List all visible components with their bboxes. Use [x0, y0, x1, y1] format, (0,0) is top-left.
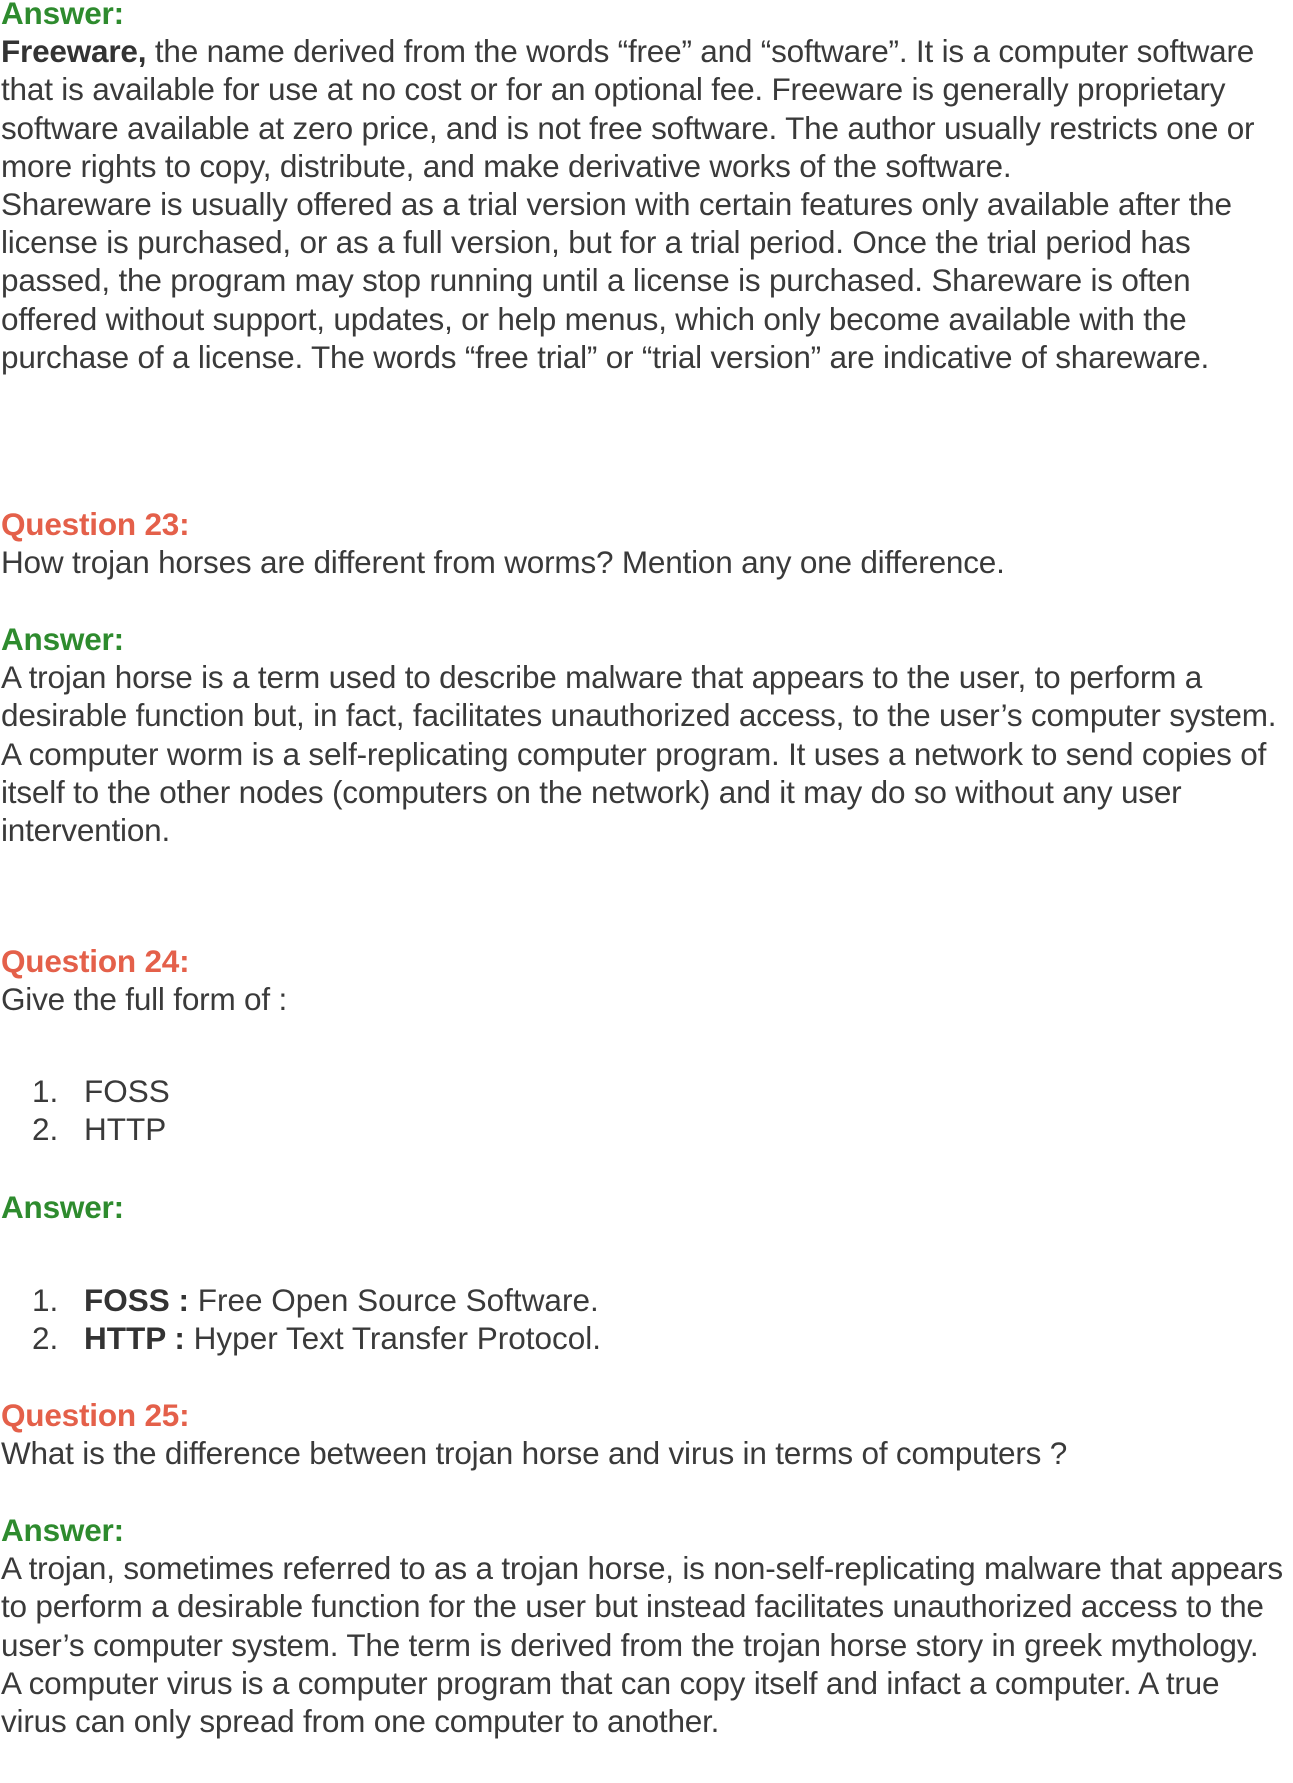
answer-heading: Answer: — [1, 1512, 124, 1548]
question-heading: Question 25: — [1, 1397, 190, 1433]
question-23-section — [1, 505, 1293, 581]
question-24-list — [32, 1072, 170, 1148]
answer-22-section — [1, 0, 1293, 376]
question-heading: Question 23: — [1, 506, 190, 542]
answer-24-list — [32, 1281, 601, 1357]
answer-25-section — [1, 1511, 1293, 1740]
question-heading: Question 24: — [1, 943, 190, 979]
worm-paragraph: A computer worm is a self-replicating computer program. It uses a network to send copies of itself to the other nodes (computers on the network) and it may do so without any user intervention. — [1, 735, 1267, 849]
list-item: 2. HTTP : Hyper Text Transfer Protocol. — [32, 1320, 602, 1357]
question-text: How trojan horses are different from worms? Mention any one difference. — [1, 544, 1005, 581]
list-item: 1. FOSS : Free Open Source Software. — [32, 1282, 599, 1318]
answer-heading: Answer: — [1, 621, 124, 657]
answer-23-section — [1, 620, 1293, 849]
list-item: 2. HTTP — [32, 1111, 167, 1148]
list-item: 1. FOSS — [32, 1073, 170, 1109]
shareware-paragraph: Shareware is usually offered as a trial version with certain features only available after the license is purchased, or as a full version, but for a trial period. Once the trial period has passed, the program may stop running until a license is purchased. Shareware is often offered without support, updates, or help menus, which only become available with the purchase of a license. The words “free trial” or “trial version” are indicative of shareware. — [1, 186, 1232, 375]
question-text: What is the difference between trojan horse and virus in terms of computers ? — [1, 1435, 1068, 1472]
answer-heading: Answer: — [1, 0, 124, 31]
freeware-term: Freeware, — [1, 33, 147, 70]
answer-24-heading-block — [1, 1188, 1293, 1226]
question-25-section — [1, 1396, 1293, 1472]
freeware-paragraph: Freeware, the name derived from the words “free” and “software”. It is a computer software that is available for use at no cost or for an optional fee. Freeware is generally proprietary software available at zero price, and is not free software. The author usually restricts one or more rights to copy, distribute, and make derivative works of the software. — [1, 33, 1255, 184]
answer-heading: Answer: — [1, 1189, 124, 1225]
question-text: Give the full form of : — [1, 981, 288, 1018]
question-24-section — [1, 942, 1293, 1018]
trojan-paragraph: A trojan horse is a term used to describe malware that appears to the user, to perform a desirable function but, in fact, facilitates unauthorized access, to the user’s computer system. — [1, 659, 1277, 734]
trojan-paragraph: A trojan, sometimes referred to as a trojan horse, is non-self-replicating malware that appears to perform a desirable function for the user but instead facilitates unauthorized access to the user’s computer system. The term is derived from the trojan horse story in greek mythology. — [1, 1550, 1283, 1663]
virus-paragraph: A computer virus is a computer program that can copy itself and infact a computer. A true virus can only spread from one computer to another. — [1, 1664, 1220, 1740]
